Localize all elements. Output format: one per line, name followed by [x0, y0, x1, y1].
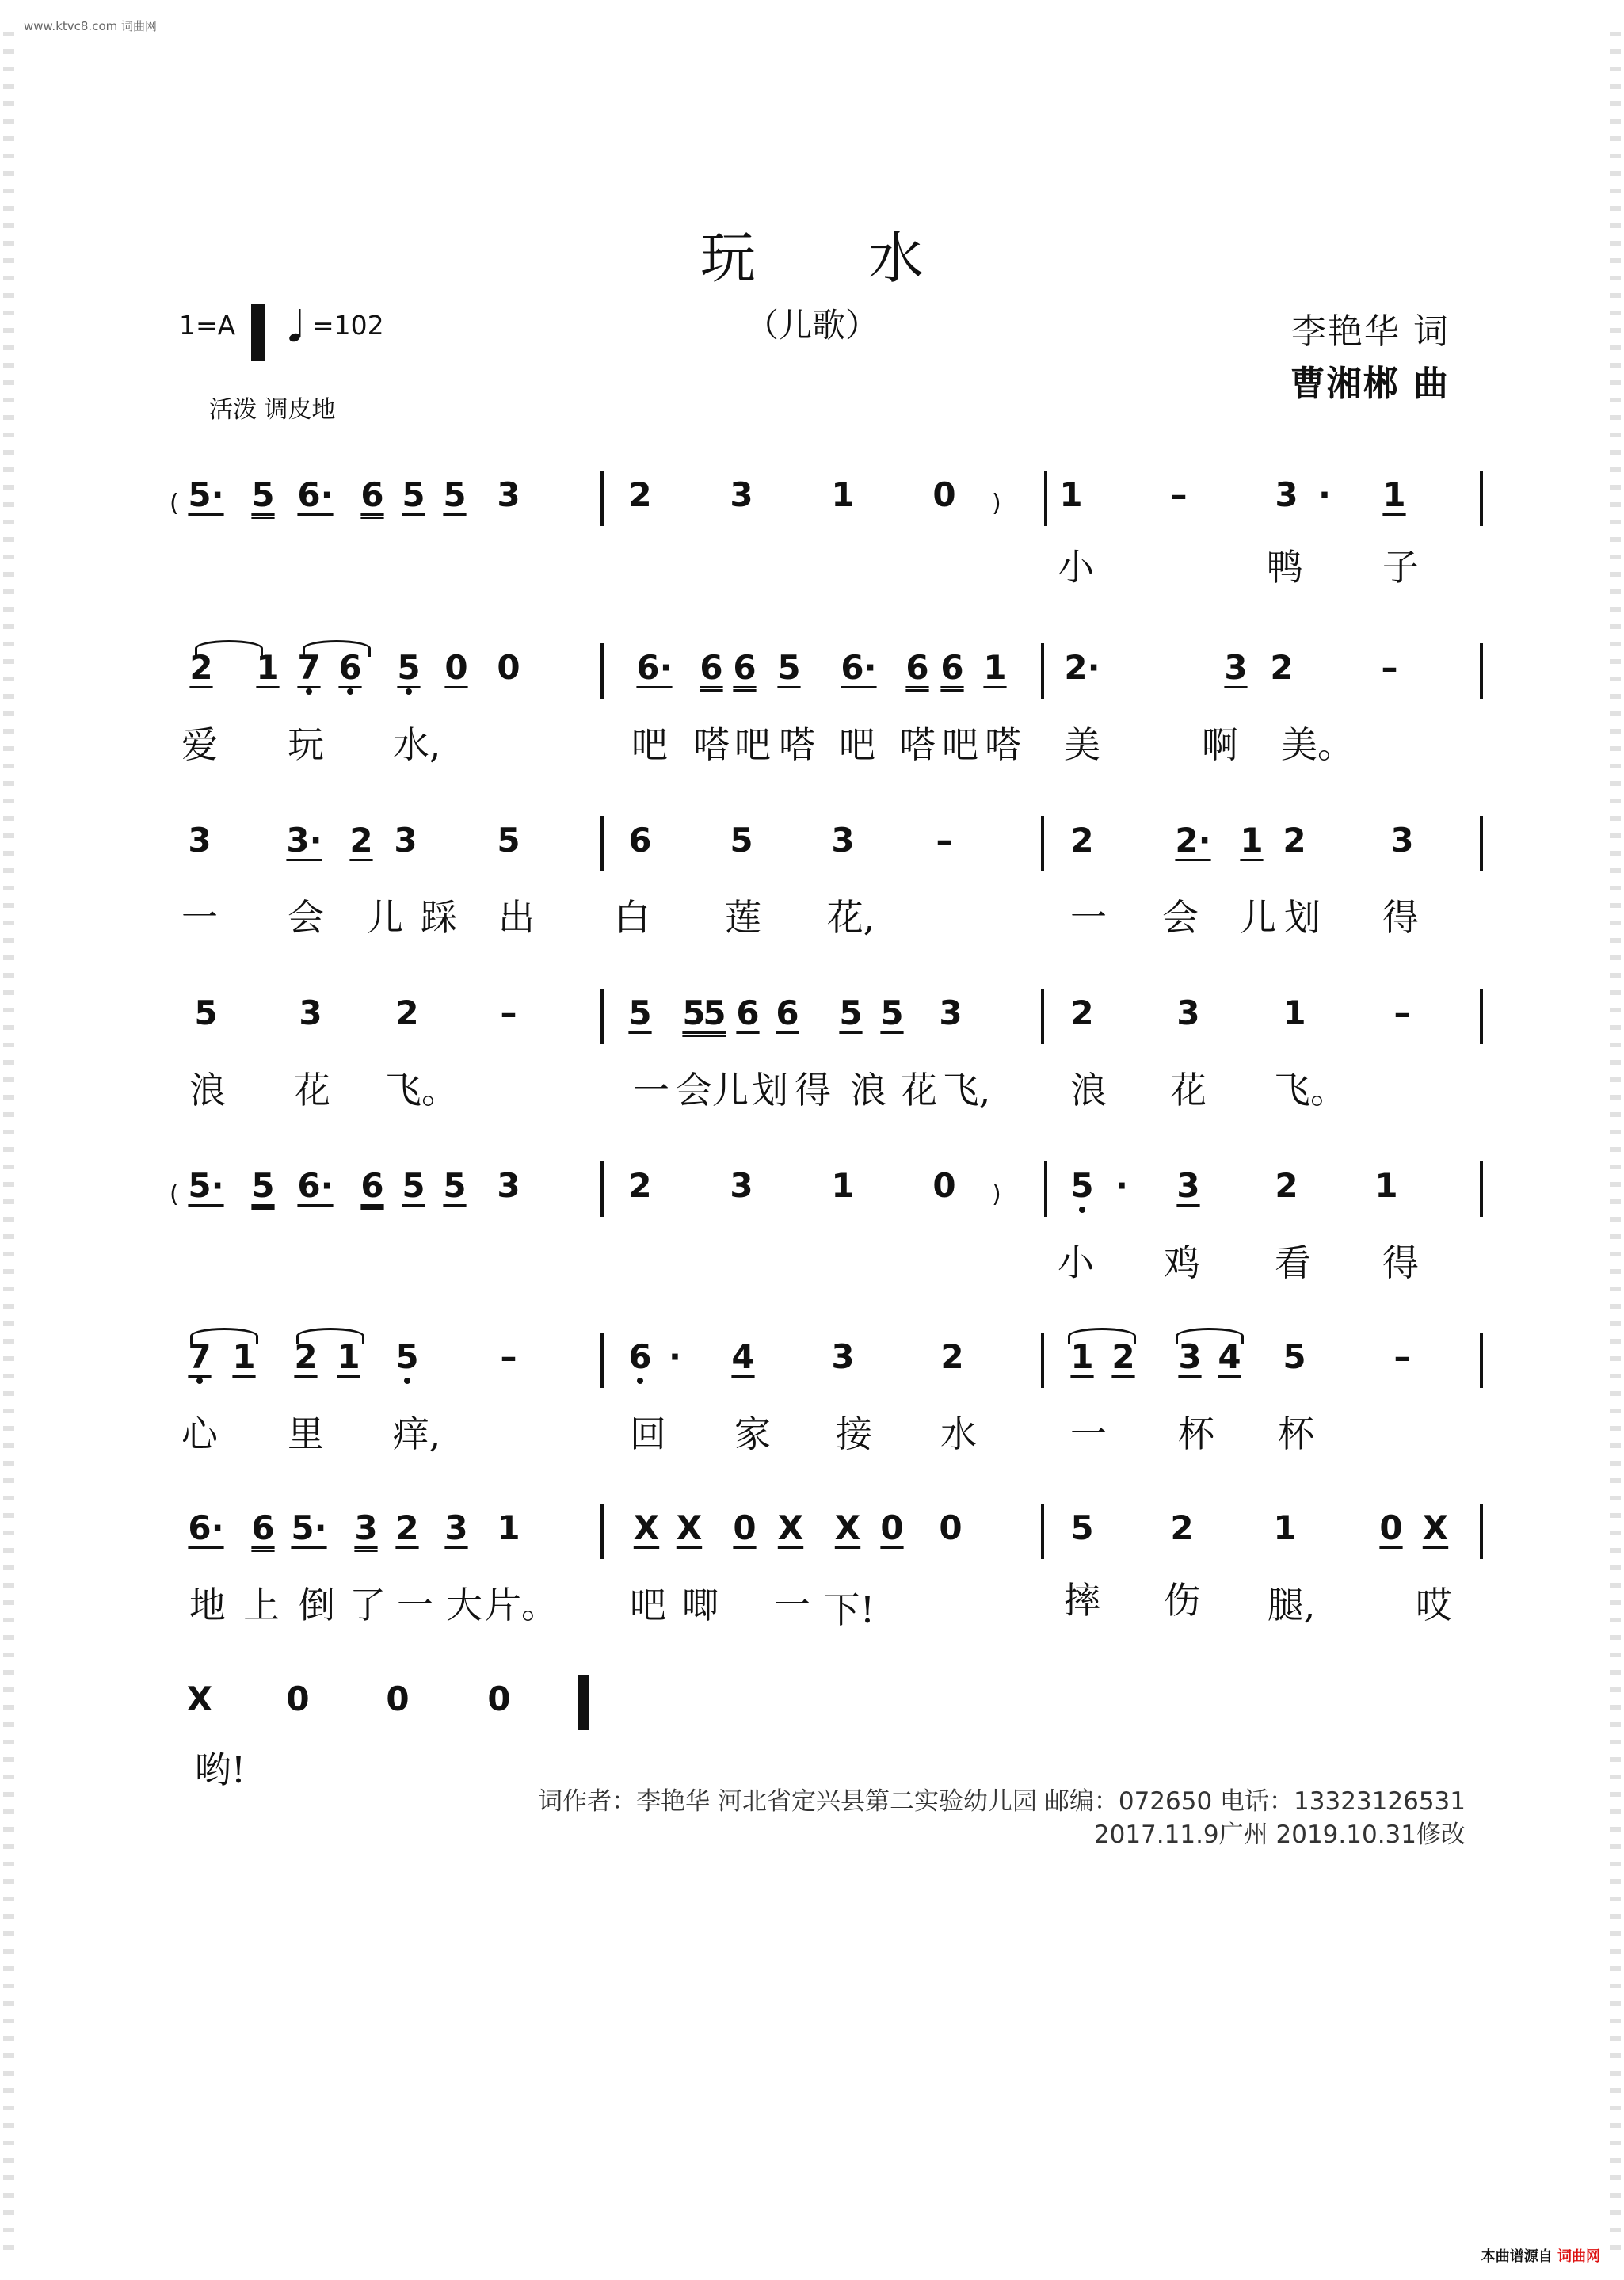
note: 5: [777, 648, 801, 687]
lyric: 玩: [288, 723, 324, 766]
lyric: 踩: [421, 896, 457, 939]
note: X: [834, 1508, 861, 1547]
note: 0: [939, 1508, 963, 1547]
note: 6·: [636, 648, 673, 687]
lyric: 会: [1162, 896, 1199, 939]
barline: [1480, 1161, 1483, 1217]
note: 7: [176, 1337, 223, 1376]
source-prefix: 本曲谱源自: [1481, 2248, 1553, 2265]
note: 3: [831, 1337, 855, 1376]
note: X: [676, 1508, 703, 1547]
note: 5: [730, 821, 753, 860]
lyric: 嗒: [985, 723, 1021, 766]
lyric: 片。: [485, 1584, 558, 1626]
note: 1: [831, 1166, 855, 1205]
note: 3: [497, 1166, 520, 1205]
note: 2: [395, 993, 419, 1032]
lyric: 里: [288, 1413, 324, 1455]
lyric: 回: [630, 1413, 666, 1455]
lyric: 浪: [189, 1069, 226, 1111]
top-watermark: www.ktvc8.com 词曲网: [24, 19, 158, 33]
note: 1: [1374, 1166, 1398, 1205]
note: –: [1393, 1337, 1411, 1376]
note: 2: [395, 1508, 419, 1547]
note: X: [633, 1508, 660, 1547]
note: –: [500, 993, 517, 1032]
credits-line-2: 2017.11.9广州 2019.10.31修改: [1093, 1821, 1466, 1849]
note: 2: [189, 648, 213, 687]
note: –: [936, 821, 953, 860]
note: 1: [831, 475, 855, 514]
note: –: [1170, 475, 1188, 514]
song-title: 玩 水: [700, 226, 972, 291]
barline: [1041, 989, 1044, 1044]
quarter-note-icon: [280, 306, 312, 344]
lyric: 伤: [1164, 1579, 1200, 1622]
note: 5: [497, 821, 520, 860]
barline: [1041, 643, 1044, 699]
note: ·: [1318, 475, 1331, 514]
note: 0: [932, 1166, 956, 1205]
lyric: 吧: [630, 1584, 666, 1626]
note: 2: [1275, 1166, 1298, 1205]
lyric: 地: [189, 1584, 226, 1626]
credits-line-1: 词作者：李艳华 河北省定兴县第二实验幼儿园 邮编：072650 电话：13323126531: [538, 1787, 1466, 1816]
lyric: 吧: [734, 723, 771, 766]
note: 5: [402, 1166, 425, 1205]
note: 5: [839, 993, 863, 1032]
note: 0: [444, 648, 468, 687]
note: 5: [703, 993, 726, 1032]
lyric: 痒,: [392, 1413, 441, 1455]
expression-mark: 活泼 调皮地: [209, 396, 336, 424]
lyric: 杯: [1178, 1413, 1214, 1455]
note: 6: [733, 648, 757, 687]
lyric: 啊: [1202, 723, 1238, 766]
note: 5: [628, 993, 652, 1032]
note: 3: [831, 821, 855, 860]
note: 5: [880, 993, 904, 1032]
note: 3: [1390, 821, 1414, 860]
note: 3: [394, 821, 417, 860]
lyric: 飞,: [942, 1069, 991, 1111]
lyric: 吧: [839, 723, 875, 766]
note: 5·: [188, 1166, 224, 1205]
note: 2: [349, 821, 373, 860]
note: 1: [256, 648, 280, 687]
note: X: [186, 1679, 213, 1718]
note: 5: [1283, 1337, 1306, 1376]
lyric: 嗒: [779, 723, 815, 766]
note: 5: [443, 475, 467, 514]
note: 4: [731, 1337, 755, 1376]
note: 0: [932, 475, 956, 514]
note: 2: [1111, 1337, 1135, 1376]
note: 1: [1240, 821, 1264, 860]
note: ·: [669, 1337, 681, 1376]
note: –: [1381, 648, 1398, 687]
lyric: 出: [498, 896, 535, 939]
barline: [1041, 1333, 1044, 1388]
barline: [1480, 1333, 1483, 1388]
lyric: 嗒: [693, 723, 730, 766]
source-site-link[interactable]: 词曲网: [1557, 2248, 1600, 2265]
lyric: 花: [1170, 1069, 1207, 1111]
song-subtitle: （儿歌）: [745, 306, 879, 345]
note: 2: [294, 1337, 318, 1376]
note: 1: [1059, 475, 1083, 514]
lyric: 划: [752, 1069, 788, 1111]
lyric: 鸡: [1164, 1241, 1200, 1284]
barline: [600, 1333, 604, 1388]
lyric: 鸭: [1267, 546, 1303, 589]
lyric: 嗒: [899, 723, 936, 766]
note: 3: [444, 1508, 468, 1547]
lyric: 摔: [1064, 1579, 1100, 1622]
lyric: 飞。: [1274, 1069, 1347, 1111]
note: 6: [360, 1166, 384, 1205]
note: 1: [1382, 475, 1406, 514]
note: 1: [1070, 1337, 1094, 1376]
note: 6·: [841, 648, 877, 687]
note: 0: [1379, 1508, 1403, 1547]
lyric: 得: [795, 1069, 831, 1111]
note: 3: [1275, 475, 1298, 514]
note: 6: [251, 1508, 275, 1547]
note: 6·: [297, 475, 334, 514]
note: 6·: [188, 1508, 224, 1547]
lyric: 接: [836, 1413, 872, 1455]
note: 3: [497, 475, 520, 514]
barline: [1480, 816, 1483, 871]
note: 6: [360, 475, 384, 514]
note: 3: [299, 993, 322, 1032]
lyric: 爱: [181, 723, 218, 766]
note: 0: [733, 1508, 757, 1547]
lyric: 一: [1070, 1413, 1107, 1455]
note: 6: [776, 993, 799, 1032]
barline: [1480, 989, 1483, 1044]
lyric: 一: [1070, 896, 1107, 939]
barline: [1480, 471, 1483, 526]
lyric: 吧: [631, 723, 668, 766]
final-barline: [578, 1675, 589, 1730]
lyric: 浪: [1070, 1069, 1107, 1111]
barline: [1480, 1504, 1483, 1559]
source-footer: [1481, 2245, 1600, 2266]
lyric: 子: [1382, 546, 1419, 589]
note: 2: [1283, 821, 1306, 860]
lyric: 吧: [942, 723, 978, 766]
note: 5: [682, 993, 706, 1032]
key-signature: 1=A: [179, 309, 236, 341]
note: 6: [905, 648, 929, 687]
lyric: 莲: [725, 896, 761, 939]
note: 5: [385, 648, 433, 687]
tempo: =102: [311, 309, 384, 341]
lyric: 一: [181, 896, 218, 939]
barline: [1041, 1504, 1044, 1559]
note: 2: [940, 1337, 964, 1376]
composer: 曹湘郴 曲: [1290, 364, 1450, 404]
note: 1: [1273, 1508, 1297, 1547]
note: 6: [940, 648, 964, 687]
lyric: 上: [243, 1584, 280, 1626]
note: 3: [354, 1508, 378, 1547]
lyric: 儿: [1240, 896, 1276, 939]
note: 2·: [1064, 648, 1100, 687]
note: 2: [628, 475, 652, 514]
note: 3: [1176, 1166, 1200, 1205]
note: 5: [1058, 1166, 1106, 1205]
lyric: 一: [397, 1584, 433, 1626]
lyric: 腿,: [1267, 1584, 1316, 1626]
note: 4: [1218, 1337, 1241, 1376]
note: 0: [286, 1679, 310, 1718]
note: 2: [1070, 993, 1094, 1032]
barline: [600, 471, 604, 526]
lyric: 花: [901, 1069, 937, 1111]
note: ·: [1115, 1166, 1128, 1205]
lyric: 美。: [1281, 723, 1354, 766]
lyric: 一: [633, 1069, 669, 1111]
barline: [600, 816, 604, 871]
note: 6: [326, 648, 374, 687]
note: 7: [285, 648, 333, 687]
time-signature: [251, 304, 265, 345]
note: 1: [497, 1508, 520, 1547]
note: 2·: [1175, 821, 1211, 860]
note: 3: [1224, 648, 1248, 687]
lyric: 心: [181, 1413, 218, 1455]
lyric: 哟!: [194, 1748, 246, 1791]
note: 5: [402, 475, 425, 514]
lyric: 浪: [850, 1069, 886, 1111]
note: 6: [616, 1337, 664, 1376]
lyric: 倒: [299, 1584, 335, 1626]
lyric: 下!: [823, 1588, 875, 1631]
note: 2: [628, 1166, 652, 1205]
note: 5: [251, 1166, 275, 1205]
note: 3: [1176, 993, 1200, 1032]
lyric: 白: [614, 896, 650, 939]
lyric: 小: [1058, 1241, 1094, 1284]
lyric: 小: [1058, 546, 1094, 589]
lyric: 划: [1284, 896, 1321, 939]
note: 3·: [286, 821, 322, 860]
barline: [1041, 816, 1044, 871]
note: 3: [730, 1166, 753, 1205]
note: 3: [188, 821, 212, 860]
note: 0: [386, 1679, 410, 1718]
lyric: 会: [676, 1069, 712, 1111]
barline: [600, 643, 604, 699]
key-tempo-line: [179, 304, 384, 345]
lyric: 得: [1382, 1241, 1419, 1284]
note: 6: [700, 648, 723, 687]
note: 6: [628, 821, 652, 860]
note: 6: [736, 993, 760, 1032]
note: 5: [251, 475, 275, 514]
lyric: 大: [446, 1584, 482, 1626]
barline: [1044, 1161, 1047, 1217]
note: 0: [880, 1508, 904, 1547]
lyric: 哎: [1416, 1584, 1452, 1626]
note: 1: [337, 1337, 360, 1376]
note: 2: [1270, 648, 1294, 687]
barline: [600, 989, 604, 1044]
note: 5: [383, 1337, 431, 1376]
note: 2: [1070, 821, 1094, 860]
note: –: [1393, 993, 1411, 1032]
note: 6·: [297, 1166, 334, 1205]
left-edge-watermark: [3, 32, 14, 2250]
lyric: 看: [1275, 1241, 1311, 1284]
barline: [600, 1161, 604, 1217]
note: 5·: [291, 1508, 327, 1547]
lyric: 花,: [826, 896, 875, 939]
lyric: 花: [294, 1069, 330, 1111]
right-edge-watermark: [1610, 32, 1621, 2250]
lyric: 儿: [712, 1069, 749, 1111]
note: 5: [194, 993, 218, 1032]
lyric: 水,: [392, 723, 441, 766]
lyricist: 李艳华 词: [1291, 311, 1450, 352]
note: 0: [497, 648, 520, 687]
lyric: 唧: [682, 1584, 719, 1626]
barline: [600, 1504, 604, 1559]
note: 3: [730, 475, 753, 514]
lyric: 了: [349, 1584, 386, 1626]
lyric: 飞。: [385, 1069, 458, 1111]
lyric: 得: [1382, 896, 1419, 939]
note: X: [777, 1508, 804, 1547]
note: 2: [1170, 1508, 1194, 1547]
note: –: [500, 1337, 517, 1376]
note: X: [1422, 1508, 1449, 1547]
lyric: 家: [734, 1413, 771, 1455]
lyric: 儿: [367, 896, 403, 939]
lyric: 杯: [1278, 1413, 1314, 1455]
note: 1: [232, 1337, 256, 1376]
note: 5: [1070, 1508, 1094, 1547]
note: 1: [1283, 993, 1306, 1032]
note: 5: [443, 1166, 467, 1205]
lyric: 美: [1064, 723, 1100, 766]
note: 3: [939, 993, 963, 1032]
note: 3: [1178, 1337, 1202, 1376]
lyric: 一: [774, 1584, 810, 1626]
note: 1: [983, 648, 1007, 687]
lyric: 会: [288, 896, 324, 939]
lyric: 水: [940, 1413, 977, 1455]
note: 0: [487, 1679, 511, 1718]
note: 5·: [188, 475, 224, 514]
barline: [1480, 643, 1483, 699]
